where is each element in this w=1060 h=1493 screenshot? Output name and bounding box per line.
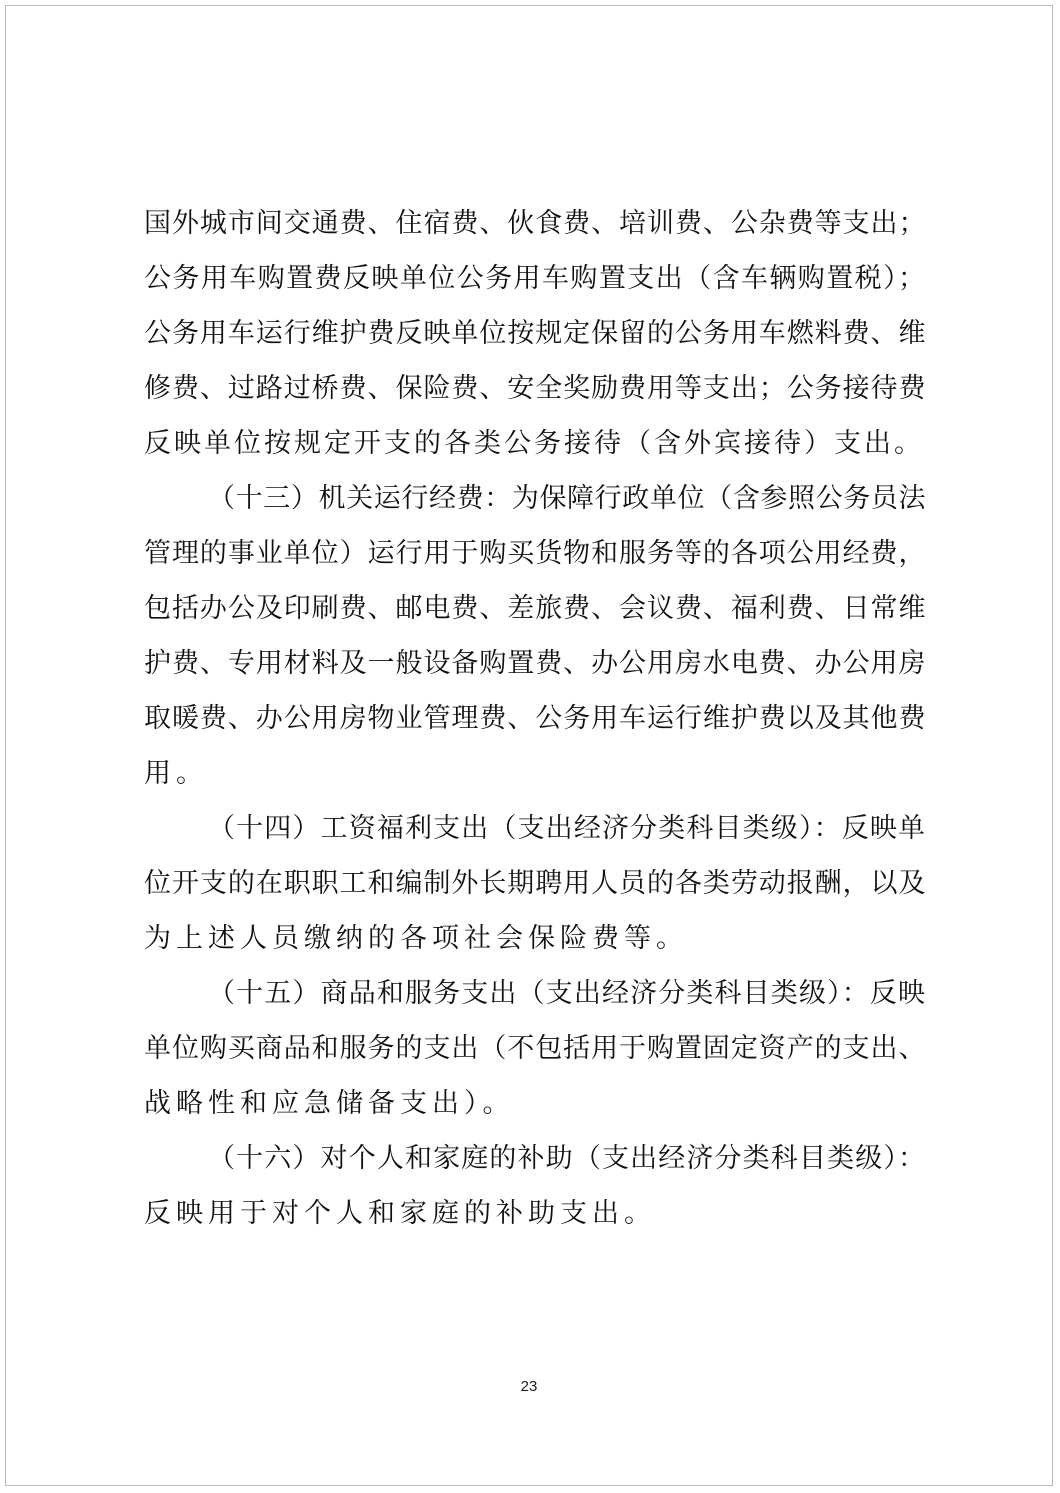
text-line: 单位购买商品和服务的支出（不包括用于购置固定资产的支出、	[144, 1033, 926, 1064]
text-line: 公务用车购置费反映单位公务用车购置支出（含车辆购置税）；	[144, 263, 926, 294]
text-line: 用。	[144, 758, 208, 789]
text-line: 反映单位按规定开支的各类公务接待（含外宾接待）支出。	[144, 428, 924, 459]
text-line: 取暖费、办公用房物业管理费、公务用车运行维护费以及其他费	[144, 703, 926, 734]
text-line: 包括办公及印刷费、邮电费、差旅费、会议费、福利费、日常维	[144, 593, 926, 624]
text-line: 战略性和应急储备支出）。	[144, 1088, 515, 1119]
text-line: 公务用车运行维护费反映单位按规定保留的公务用车燃料费、维	[144, 318, 926, 349]
text-line: （十三）机关运行经费：为保障行政单位（含参照公务员法	[208, 483, 926, 514]
text-line: 护费、专用材料及一般设备购置费、办公用房水电费、办公用房	[144, 648, 926, 679]
text-line: 修费、过路过桥费、保险费、安全奖励费用等支出；公务接待费	[144, 373, 926, 404]
text-line: 国外城市间交通费、住宿费、伙食费、培训费、公杂费等支出；	[144, 208, 926, 239]
text-line: 位开支的在职职工和编制外长期聘用人员的各类劳动报酬，以及	[144, 868, 926, 899]
text-line: （十四）工资福利支出（支出经济分类科目类级）：反映单	[208, 813, 926, 844]
page-number: 23	[520, 1378, 538, 1395]
text-line: 为上述人员缴纳的各项社会保险费等。	[144, 923, 688, 954]
document-page	[5, 5, 1053, 1486]
text-line: 反映用于对个人和家庭的补助支出。	[144, 1198, 656, 1229]
text-line: （十六）对个人和家庭的补助（支出经济分类科目类级）：	[208, 1143, 926, 1174]
text-line: 管理的事业单位）运行用于购买货物和服务等的各项公用经费，	[144, 538, 926, 569]
text-line: （十五）商品和服务支出（支出经济分类科目类级）：反映	[208, 978, 926, 1009]
